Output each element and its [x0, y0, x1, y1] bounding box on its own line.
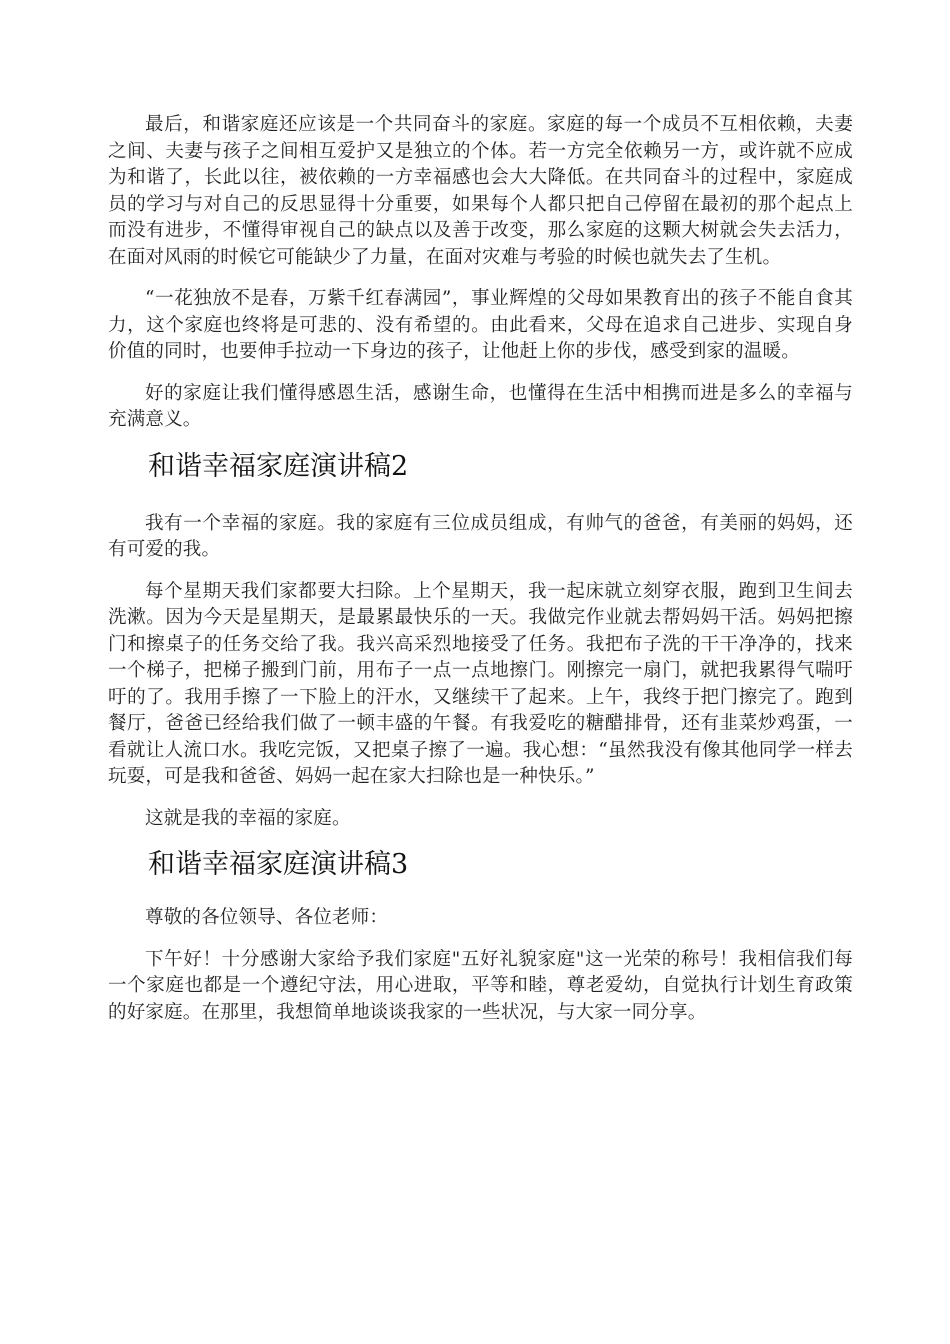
paragraph-speech-opening: 下午好！十分感谢大家给予我们家庭"五好礼貌家庭"这一光荣的称号！我相信我们每一个家庭也都是一个遵纪守法，用心进取，平等和睦，尊老爱幼，自觉执行计划生育政策的好家庭。在那里，我想简单地谈谈我家的一些状况，与大家一同分享。 — [108, 948, 853, 1023]
section-heading-3: 和谐幸福家庭演讲稿3 — [148, 849, 409, 880]
paragraph-flower-quote: “一花独放不是春，万紫千红春满园”，事业辉煌的父母如果教育出的孩子不能自食其力，这个家庭也终将是可悲的、没有希望的。由此看来，父母在追求自己进步、实现自身价值的同时，也要伸手拉动一下身边的孩子，让他赶上你的步伐，感受到家的温暖。 — [108, 288, 853, 362]
paragraph-family-struggle: 最后，和谐家庭还应该是一个共同奋斗的家庭。家庭的每一个成员不互相依赖，夫妻之间、夫妻与孩子之间相互爱护又是独立的个体。若一方完全依赖另一方，或许就不应成为和谐了，长此以往，被依赖的一方幸福感也会大大降低。在共同奋斗的过程中，家庭成员的学习与对自己的反思显得十分重要，如果每个人都只把自己停留在最初的那个起点上而没有进步，不懂得审视自己的缺点以及善于改变，那么家庭的这颗大树就会失去活力，在面对风雨的时候它可能缺少了力量，在面对灾难与考验的时候也就失去了生机。 — [108, 114, 853, 268]
document-page — [108, 112, 853, 1041]
paragraph-conclusion: 这就是我的幸福的家庭。 — [145, 807, 351, 829]
paragraph-cleaning-day: 每个星期天我们家都要大扫除。上个星期天，我一起床就立刻穿衣服，跑到卫生间去洗漱。因为今天是星期天，是最累最快乐的一天。我做完作业就去帮妈妈干活。妈妈把擦门和擦桌子的任务交给了我。我兴高采烈地接受了任务。我把布子洗的干干净净的，找来一个梯子，把梯子搬到门前，用布子一点一点地擦门。刚擦完一扇门，就把我累得气喘吁吁的了。我用手擦了一下脸上的汗水，又继续干了起来。上午，我终于把门擦完了。跑到餐厅，爸爸已经给我们做了一顿丰盛的午餐。有我爱吃的糖醋排骨，还有韭菜炒鸡蛋，一看就让人流口水。我吃完饭，又把桌子擦了一遍。我心想：“虽然我没有像其他同学一样去玩耍，可是我和爸爸、妈妈一起在家大扫除也是一种快乐。” — [108, 580, 853, 787]
paragraph-gratitude: 好的家庭让我们懂得感恩生活，感谢生命，也懂得在生活中相携而进是多么的幸福与充满意义。 — [108, 382, 853, 430]
section-heading-2: 和谐幸福家庭演讲稿2 — [148, 450, 409, 482]
paragraph-happy-family: 我有一个幸福的家庭。我的家庭有三位成员组成，有帅气的爸爸，有美丽的妈妈，还有可爱的我。 — [108, 512, 853, 560]
paragraph-greeting: 尊敬的各位领导、各位老师： — [145, 907, 389, 928]
